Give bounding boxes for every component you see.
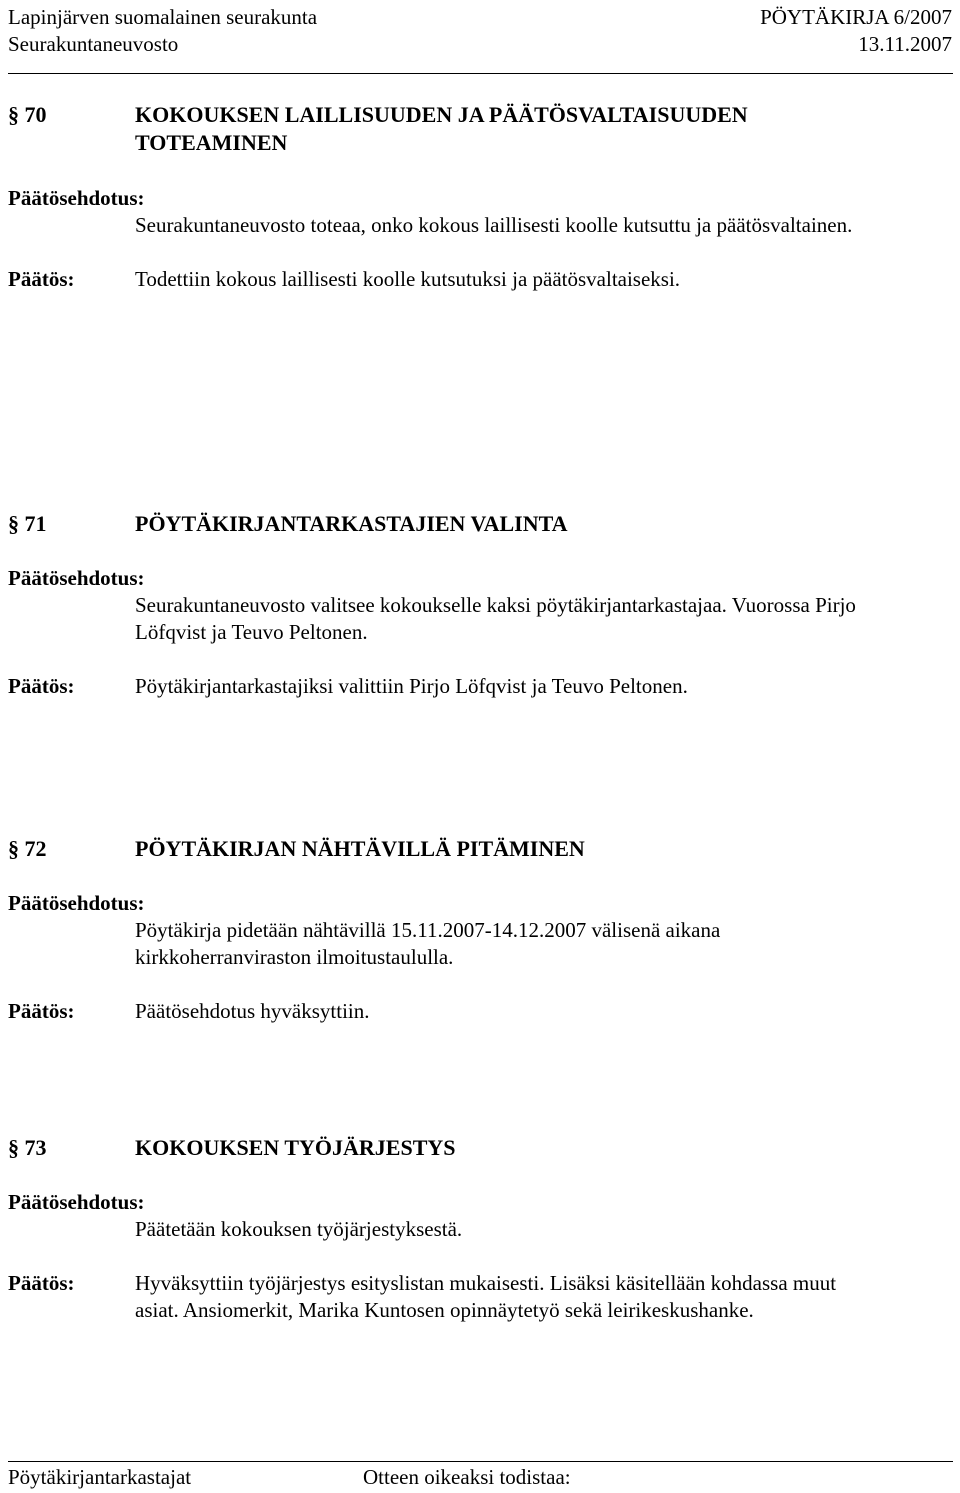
section-72-decision-label: Päätös: [8, 999, 75, 1023]
section-70-title-line2: TOTEAMINEN [135, 130, 288, 155]
header-body: Seurakuntaneuvosto [8, 32, 179, 56]
section-71-proposal-text-line1: Seurakuntaneuvosto valitsee kokoukselle kaksi pöytäkirjantarkastajaa. Vuorossa Pirjo [135, 593, 856, 617]
section-71-proposal-text-line2: Löfqvist ja Teuvo Peltonen. [135, 620, 368, 644]
footer-inspectors: Pöytäkirjantarkastajat [8, 1465, 192, 1489]
header-document: PÖYTÄKIRJA 6/2007 [760, 5, 952, 29]
section-73-proposal-text: Päätetään kokouksen työjärjestyksestä. [135, 1217, 463, 1241]
section-71-decision-label: Päätös: [8, 674, 75, 698]
section-73-number: § 73 [8, 1135, 47, 1160]
section-70-title-line1: KOKOUKSEN LAILLISUUDEN JA PÄÄTÖSVALTAISUUDEN [135, 102, 748, 127]
section-73-decision-text-line1: Hyväksyttiin työjärjestys esityslistan mukaisesti. Lisäksi käsitellään kohdassa muut [135, 1271, 837, 1295]
section-70-proposal-label: Päätösehdotus: [8, 186, 145, 210]
section-72-proposal-text-line1: Pöytäkirja pidetään nähtävillä 15.11.2007-14.12.2007 välisenä aikana [135, 918, 721, 942]
section-73-decision-text-line2: asiat. Ansiomerkit, Marika Kuntosen opinnäytetyö sekä leirikeskushanke. [135, 1298, 754, 1322]
section-73-decision-label: Päätös: [8, 1271, 75, 1295]
section-72-proposal-label: Päätösehdotus: [8, 891, 145, 915]
section-70-number: § 70 [8, 102, 47, 127]
section-71-proposal-label: Päätösehdotus: [8, 566, 145, 590]
section-71-title: PÖYTÄKIRJANTARKASTAJIEN VALINTA [135, 511, 568, 536]
section-73-title: KOKOUKSEN TYÖJÄRJESTYS [135, 1135, 456, 1160]
section-72-number: § 72 [8, 836, 47, 861]
section-73-proposal-label: Päätösehdotus: [8, 1190, 145, 1214]
footer-rule [8, 1461, 953, 1462]
header-date: 13.11.2007 [858, 32, 952, 56]
section-71-decision-text: Pöytäkirjantarkastajiksi valittiin Pirjo Löfqvist ja Teuvo Peltonen. [135, 674, 688, 698]
section-72-title: PÖYTÄKIRJAN NÄHTÄVILLÄ PITÄMINEN [135, 836, 585, 861]
section-72-decision-text: Päätösehdotus hyväksyttiin. [135, 999, 370, 1023]
section-70-decision-label: Päätös: [8, 267, 75, 291]
section-70-decision-text: Todettiin kokous laillisesti koolle kutsutuksi ja päätösvaltaiseksi. [135, 267, 681, 291]
section-71-number: § 71 [8, 511, 47, 536]
section-70-proposal-text: Seurakuntaneuvosto toteaa, onko kokous laillisesti koolle kutsuttu ja päätösvaltainen. [135, 213, 853, 237]
header-organization: Lapinjärven suomalainen seurakunta [8, 5, 318, 29]
section-72-proposal-text-line2: kirkkoherranviraston ilmoitustaululla. [135, 945, 454, 969]
header-rule [8, 73, 953, 74]
footer-certification: Otteen oikeaksi todistaa: [363, 1465, 571, 1489]
